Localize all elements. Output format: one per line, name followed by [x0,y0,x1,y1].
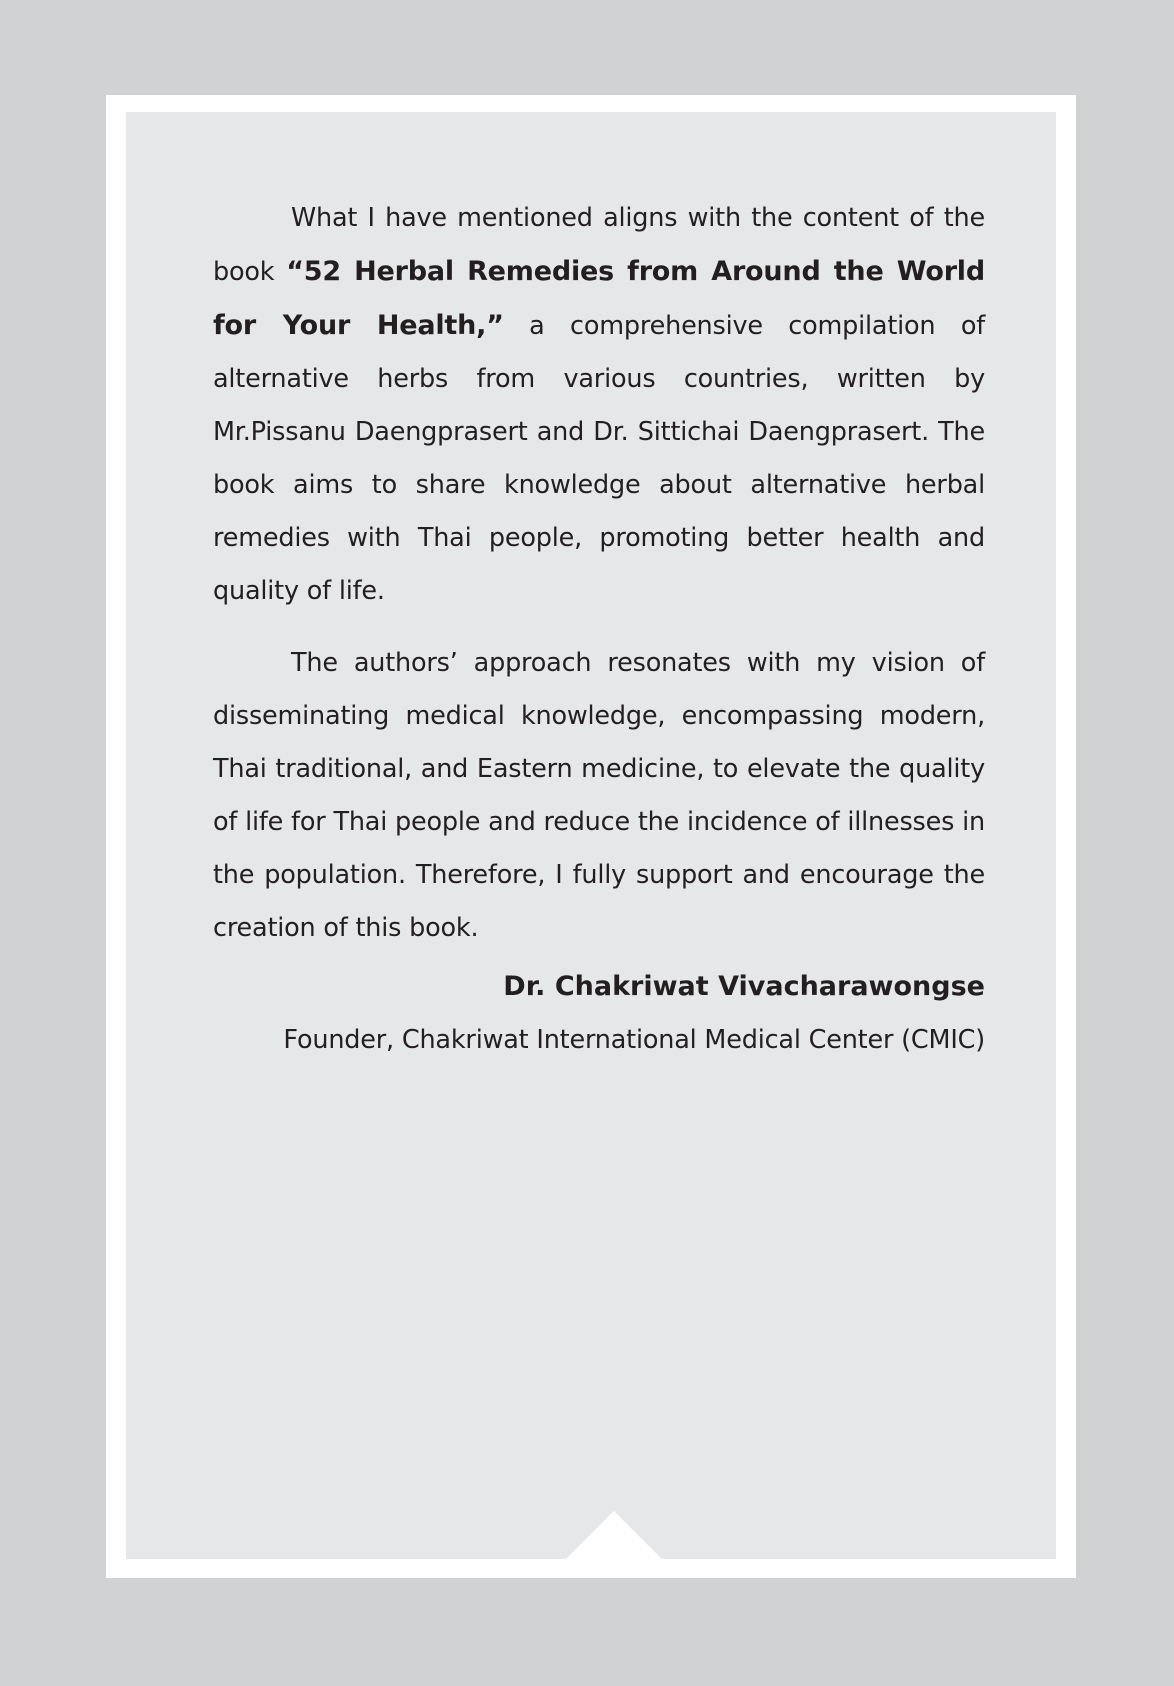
paragraph-1-rest: a comprehensive compilation of alternative herbs from various countries, written by Mr.Pissanu Daengprasert and Dr. Sittichai Daengprasert. The book aims to share knowledge about alternative herbal remedies with Thai people, promoting better health and quality of life. [213,311,986,606]
signature-block [283,967,985,1060]
paragraph-2: The authors’ approach resonates with my vision of disseminating medical knowledge, encompassing modern, Thai traditional, and Eastern medicine, to elevate the quality of life for Thai people and reduce the incidence of illnesses in the population. Therefore, I fully support and encourage the creation of this book. [213,648,985,943]
body-text [213,192,985,955]
paragraph-1-intro: What I have mentioned aligns with the content of the book [213,203,985,287]
signature-name: Dr. Chakriwat Vivacharawongse [503,971,985,1002]
book-title: “52 Herbal Remedies from Around the World for Your Health,” [213,256,985,341]
page-frame [106,95,1076,1578]
signature-title: Founder, Chakriwat International Medical Center (CMIC) [283,1025,985,1055]
bottom-notch-decoration [566,1511,662,1559]
paragraph-1 [213,192,985,618]
content-panel [126,112,1056,1559]
